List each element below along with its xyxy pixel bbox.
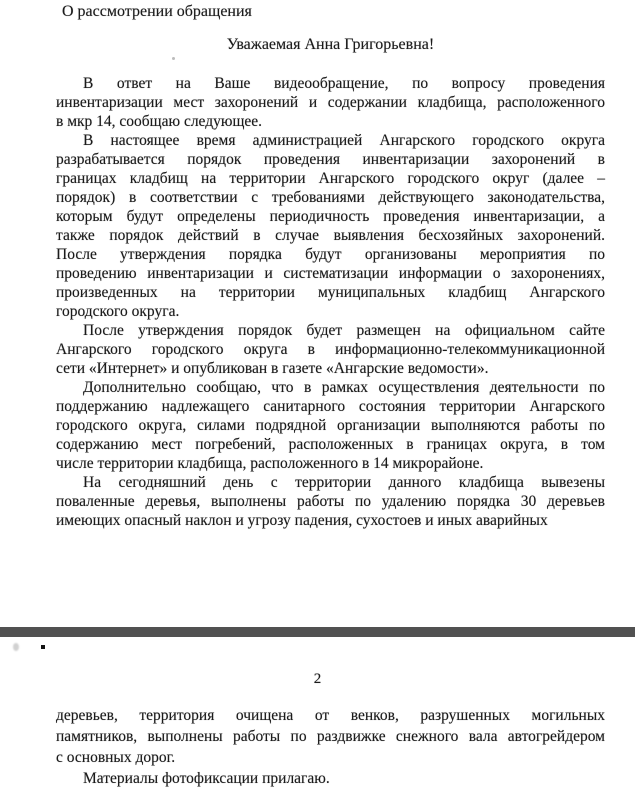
text-line: с основных дорог.	[56, 749, 176, 766]
text-line: городского округа, силами подрядной организации выполняются работы по	[56, 417, 605, 434]
text-line: порядок) в соответствии с требованиями действующего законодательства,	[56, 189, 605, 206]
paragraph	[56, 705, 605, 768]
text-line: Ангарского городского округа в информационно-телекоммуникационной	[56, 341, 605, 358]
text-line: которым будут определены периодичность проведения инвентаризации, а	[56, 208, 605, 225]
paragraph	[56, 378, 605, 473]
text-line: имеющих опасный наклон и угрозу падения, сухостоев и иных аварийных	[56, 512, 548, 529]
text-line: Дополнительно сообщаю, что в рамках осуществления деятельности по	[83, 379, 605, 396]
text-line: произведенных на территории муниципальных кладбищ Ангарского	[56, 284, 605, 301]
text-line: разрабатывается порядок проведения инвентаризации захоронений в	[56, 151, 605, 168]
text-line: На сегодняшний день с территории данного кладбища вывезены	[83, 474, 605, 491]
letter-subject: О рассмотрении обращения	[62, 3, 252, 20]
scan-artifact-speck	[172, 57, 175, 60]
scan-artifact-dot	[41, 645, 45, 649]
text-line: памятников, выполнены работы по раздвижке снежного вала автогрейдером	[56, 728, 605, 745]
page-break-separator-bar	[0, 627, 635, 637]
text-line: деревьев, территория очищена от венков, разрушенных могильных	[56, 707, 605, 724]
text-line: числе территории кладбища, расположенного в 14 микрорайоне.	[56, 455, 484, 472]
text-line: инвентаризации мест захоронений и содержании кладбища, расположенного	[56, 94, 605, 111]
text-line: проведению инвентаризации и систематизации информации о захоронениях,	[56, 265, 605, 282]
text-line: В настоящее время администрацией Ангарского городского округа	[83, 132, 605, 149]
paragraph	[56, 321, 605, 378]
paragraph	[56, 74, 605, 131]
text-line: Материалы фотофиксации прилагаю.	[83, 770, 330, 787]
text-line: сети «Интернет» и опубликован в газете «Ангарские ведомости».	[56, 360, 489, 377]
text-line: поваленные деревья, выполнены работы по удалению порядка 30 деревьев	[56, 493, 605, 510]
paragraph	[56, 473, 605, 530]
page1-body-text	[56, 74, 605, 530]
text-line: содержанию мест погребений, расположенных в границах округа, в том	[56, 436, 605, 453]
text-line: В ответ на Ваше видеообращение, по вопросу проведения	[83, 75, 605, 92]
text-line: в мкр 14, сообщаю следующее.	[56, 113, 263, 130]
paragraph	[56, 131, 605, 321]
text-line: После утверждения порядок будет размещен на официальном сайте	[83, 322, 605, 339]
text-line: поддержанию надлежащего санитарного состояния территории Ангарского	[56, 398, 605, 415]
text-line: границах кладбищ на территории Ангарского городского округ (далее –	[56, 170, 605, 187]
scan-artifact-smudge	[13, 643, 19, 651]
text-line: городского округа.	[56, 303, 180, 320]
page2-body-text	[56, 705, 605, 789]
page-number: 2	[313, 671, 322, 687]
paragraph	[56, 768, 605, 789]
text-line: также порядок действий в случае выявления бесхозяйных захоронений.	[56, 227, 605, 244]
letter-salutation: Уважаемая Анна Григорьевна!	[226, 36, 435, 53]
text-line: После утверждения порядка будут организованы мероприятия по	[56, 246, 605, 263]
